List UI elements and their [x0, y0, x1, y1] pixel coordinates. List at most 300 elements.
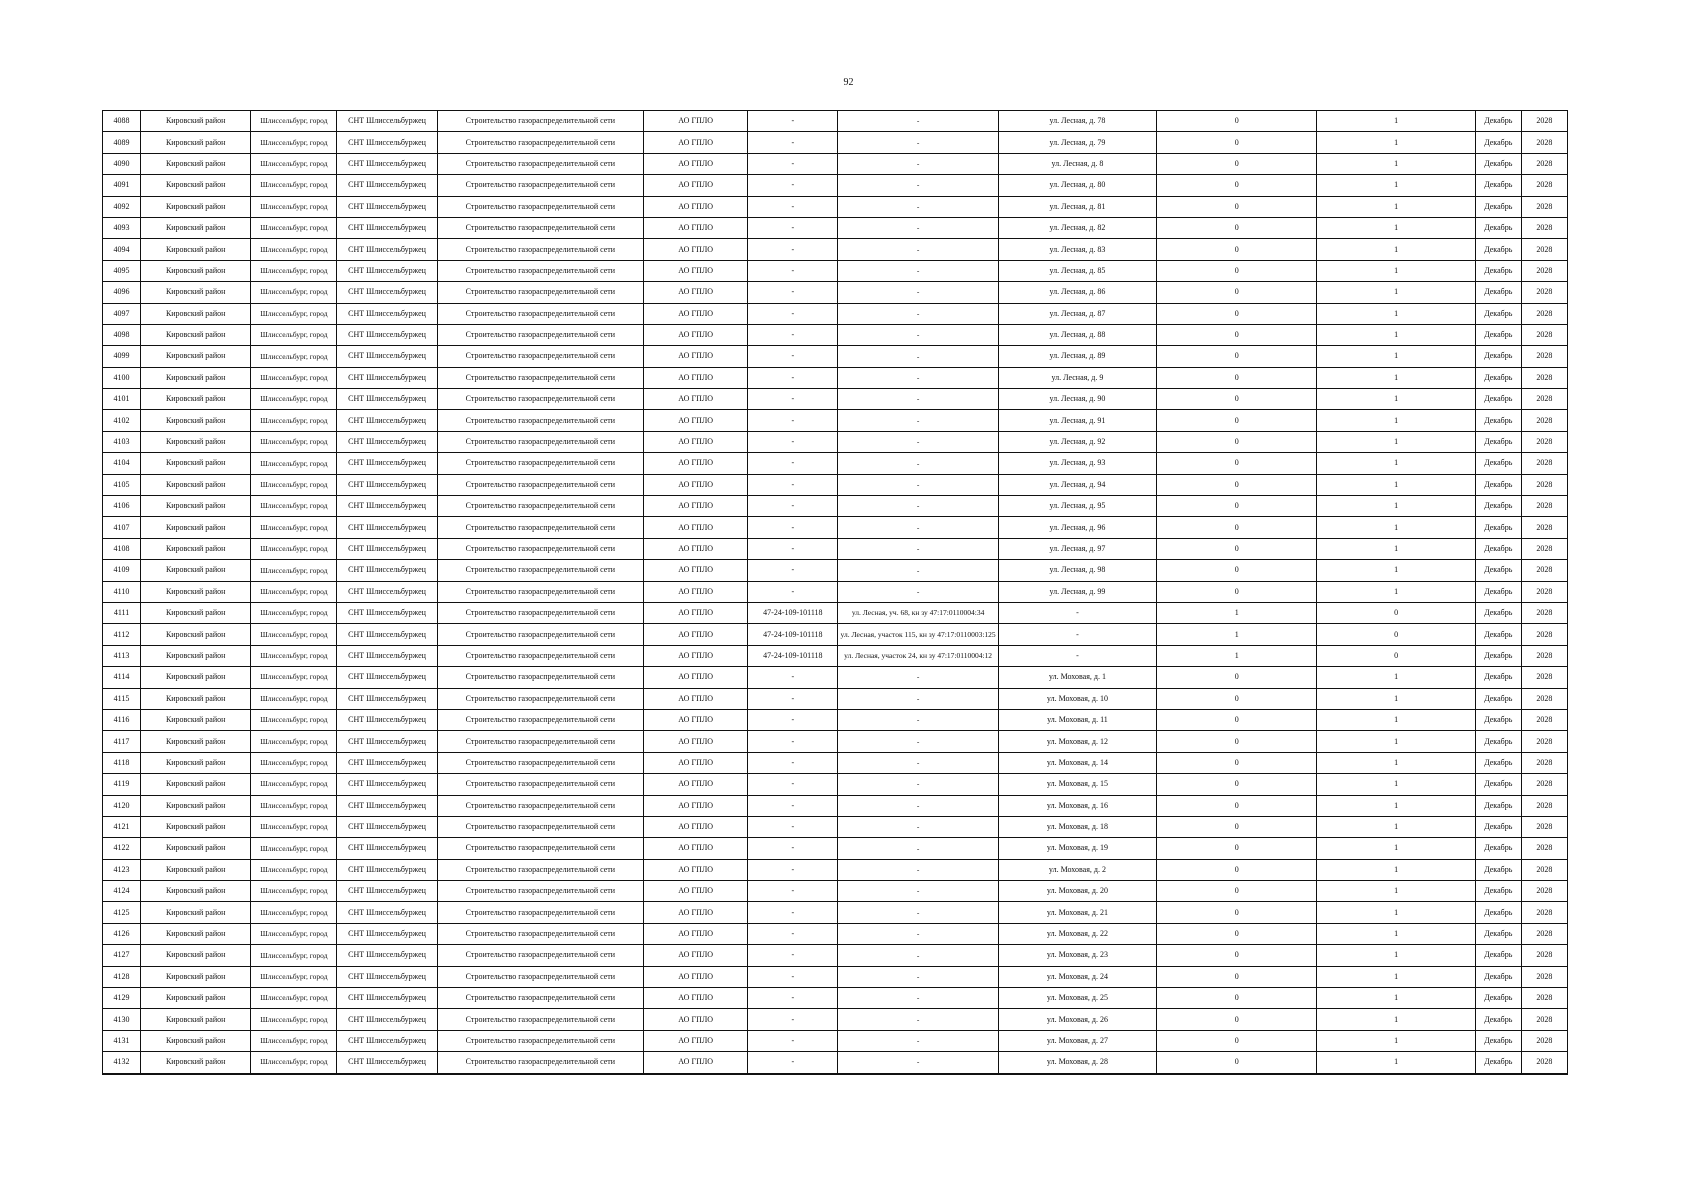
count-plots-cell: 0 [1157, 496, 1317, 517]
work-type-cell: Строительство газораспределительной сети [437, 988, 643, 1009]
work-type-cell: Строительство газораспределительной сети [437, 303, 643, 324]
year-cell: 2028 [1521, 453, 1567, 474]
plot-address-cell: - [838, 175, 998, 196]
cadastral-quarter-cell: - [748, 1030, 838, 1051]
count-plots-cell: 0 [1157, 816, 1317, 837]
district-cell: Кировский район [141, 453, 251, 474]
table-row [103, 239, 1568, 260]
row-number: 4095 [103, 260, 141, 281]
plot-address-cell: - [838, 581, 998, 602]
organization-cell: АО ГПЛО [644, 988, 748, 1009]
month-cell: Декабрь [1475, 217, 1521, 238]
row-number: 4116 [103, 709, 141, 730]
settlement-cell: Шлиссельбург, город [251, 517, 337, 538]
organization-cell: АО ГПЛО [644, 645, 748, 666]
snt-cell: СНТ Шлиссельбуржец [337, 346, 437, 367]
work-type-cell: Строительство газораспределительной сети [437, 645, 643, 666]
house-address-cell: ул. Моховая, д. 2 [998, 859, 1156, 880]
house-address-cell: ул. Моховая, д. 23 [998, 945, 1156, 966]
plot-address-cell: - [838, 709, 998, 730]
table-row [103, 881, 1568, 902]
year-cell: 2028 [1521, 132, 1567, 153]
snt-cell: СНТ Шлиссельбуржец [337, 1009, 437, 1030]
settlement-cell: Шлиссельбург, город [251, 153, 337, 174]
count-houses-cell: 1 [1317, 282, 1475, 303]
district-cell: Кировский район [141, 838, 251, 859]
cadastral-quarter-cell: - [748, 795, 838, 816]
work-type-cell: Строительство газораспределительной сети [437, 1030, 643, 1051]
organization-cell: АО ГПЛО [644, 709, 748, 730]
snt-cell: СНТ Шлиссельбуржец [337, 453, 437, 474]
organization-cell: АО ГПЛО [644, 496, 748, 517]
year-cell: 2028 [1521, 1009, 1567, 1030]
year-cell: 2028 [1521, 581, 1567, 602]
month-cell: Декабрь [1475, 602, 1521, 623]
row-number: 4120 [103, 795, 141, 816]
year-cell: 2028 [1521, 645, 1567, 666]
count-houses-cell: 0 [1317, 602, 1475, 623]
count-houses-cell: 1 [1317, 902, 1475, 923]
table-row [103, 132, 1568, 153]
table-row [103, 988, 1568, 1009]
year-cell: 2028 [1521, 196, 1567, 217]
count-houses-cell: 1 [1317, 838, 1475, 859]
organization-cell: АО ГПЛО [644, 731, 748, 752]
settlement-cell: Шлиссельбург, город [251, 945, 337, 966]
row-number: 4107 [103, 517, 141, 538]
year-cell: 2028 [1521, 1030, 1567, 1051]
plot-address-cell: - [838, 1052, 998, 1073]
row-number: 4128 [103, 966, 141, 987]
count-plots-cell: 0 [1157, 431, 1317, 452]
work-type-cell: Строительство газораспределительной сети [437, 838, 643, 859]
row-number: 4132 [103, 1052, 141, 1073]
table-row [103, 667, 1568, 688]
count-houses-cell: 1 [1317, 303, 1475, 324]
cadastral-quarter-cell: 47-24-109-101118 [748, 602, 838, 623]
table-row [103, 752, 1568, 773]
table-row [103, 367, 1568, 388]
house-address-cell: ул. Моховая, д. 1 [998, 667, 1156, 688]
district-cell: Кировский район [141, 431, 251, 452]
work-type-cell: Строительство газораспределительной сети [437, 196, 643, 217]
table-row [103, 731, 1568, 752]
row-number: 4131 [103, 1030, 141, 1051]
cadastral-quarter-cell: - [748, 196, 838, 217]
count-plots-cell: 0 [1157, 560, 1317, 581]
table-row [103, 111, 1568, 132]
work-type-cell: Строительство газораспределительной сети [437, 260, 643, 281]
plot-address-cell: - [838, 881, 998, 902]
district-cell: Кировский район [141, 217, 251, 238]
settlement-cell: Шлиссельбург, город [251, 731, 337, 752]
settlement-cell: Шлиссельбург, город [251, 538, 337, 559]
district-cell: Кировский район [141, 474, 251, 495]
work-type-cell: Строительство газораспределительной сети [437, 966, 643, 987]
snt-cell: СНТ Шлиссельбуржец [337, 389, 437, 410]
snt-cell: СНТ Шлиссельбуржец [337, 196, 437, 217]
organization-cell: АО ГПЛО [644, 602, 748, 623]
plot-address-cell: - [838, 239, 998, 260]
year-cell: 2028 [1521, 1052, 1567, 1073]
month-cell: Декабрь [1475, 795, 1521, 816]
house-address-cell: ул. Моховая, д. 25 [998, 988, 1156, 1009]
district-cell: Кировский район [141, 902, 251, 923]
work-type-cell: Строительство газораспределительной сети [437, 175, 643, 196]
count-houses-cell: 0 [1317, 645, 1475, 666]
snt-cell: СНТ Шлиссельбуржец [337, 774, 437, 795]
month-cell: Декабрь [1475, 282, 1521, 303]
month-cell: Декабрь [1475, 816, 1521, 837]
work-type-cell: Строительство газораспределительной сети [437, 709, 643, 730]
table-row [103, 1030, 1568, 1051]
count-houses-cell: 1 [1317, 474, 1475, 495]
count-plots-cell: 0 [1157, 881, 1317, 902]
year-cell: 2028 [1521, 239, 1567, 260]
cadastral-quarter-cell: - [748, 453, 838, 474]
month-cell: Декабрь [1475, 367, 1521, 388]
cadastral-quarter-cell: - [748, 175, 838, 196]
snt-cell: СНТ Шлиссельбуржец [337, 881, 437, 902]
snt-cell: СНТ Шлиссельбуржец [337, 431, 437, 452]
row-number: 4119 [103, 774, 141, 795]
house-address-cell: ул. Лесная, д. 96 [998, 517, 1156, 538]
organization-cell: АО ГПЛО [644, 795, 748, 816]
year-cell: 2028 [1521, 988, 1567, 1009]
settlement-cell: Шлиссельбург, город [251, 688, 337, 709]
row-number: 4091 [103, 175, 141, 196]
row-number: 4098 [103, 324, 141, 345]
count-plots-cell: 0 [1157, 581, 1317, 602]
house-address-cell: ул. Лесная, д. 98 [998, 560, 1156, 581]
year-cell: 2028 [1521, 838, 1567, 859]
work-type-cell: Строительство газораспределительной сети [437, 239, 643, 260]
cadastral-quarter-cell: - [748, 389, 838, 410]
count-houses-cell: 1 [1317, 196, 1475, 217]
house-address-cell: ул. Лесная, д. 87 [998, 303, 1156, 324]
count-plots-cell: 0 [1157, 111, 1317, 132]
month-cell: Декабрь [1475, 688, 1521, 709]
table-row [103, 795, 1568, 816]
month-cell: Декабрь [1475, 923, 1521, 944]
settlement-cell: Шлиссельбург, город [251, 602, 337, 623]
work-type-cell: Строительство газораспределительной сети [437, 324, 643, 345]
table-row [103, 153, 1568, 174]
district-cell: Кировский район [141, 389, 251, 410]
organization-cell: АО ГПЛО [644, 324, 748, 345]
plot-address-cell: - [838, 859, 998, 880]
table-row [103, 838, 1568, 859]
settlement-cell: Шлиссельбург, город [251, 431, 337, 452]
cadastral-quarter-cell: - [748, 923, 838, 944]
year-cell: 2028 [1521, 260, 1567, 281]
row-number: 4127 [103, 945, 141, 966]
plot-address-cell: - [838, 667, 998, 688]
row-number: 4105 [103, 474, 141, 495]
cadastral-quarter-cell: - [748, 774, 838, 795]
count-plots-cell: 0 [1157, 367, 1317, 388]
district-cell: Кировский район [141, 923, 251, 944]
row-number: 4118 [103, 752, 141, 773]
month-cell: Декабрь [1475, 538, 1521, 559]
table-row [103, 688, 1568, 709]
work-type-cell: Строительство газораспределительной сети [437, 217, 643, 238]
row-number: 4104 [103, 453, 141, 474]
table-row [103, 945, 1568, 966]
house-address-cell: ул. Лесная, д. 95 [998, 496, 1156, 517]
district-cell: Кировский район [141, 602, 251, 623]
district-cell: Кировский район [141, 709, 251, 730]
month-cell: Декабрь [1475, 239, 1521, 260]
table-row [103, 517, 1568, 538]
work-type-cell: Строительство газораспределительной сети [437, 752, 643, 773]
count-houses-cell: 1 [1317, 774, 1475, 795]
snt-cell: СНТ Шлиссельбуржец [337, 111, 437, 132]
year-cell: 2028 [1521, 859, 1567, 880]
district-cell: Кировский район [141, 731, 251, 752]
organization-cell: АО ГПЛО [644, 175, 748, 196]
settlement-cell: Шлиссельбург, город [251, 260, 337, 281]
page-number: 92 [843, 77, 854, 88]
month-cell: Декабрь [1475, 496, 1521, 517]
count-plots-cell: 0 [1157, 132, 1317, 153]
snt-cell: СНТ Шлиссельбуржец [337, 902, 437, 923]
row-number: 4112 [103, 624, 141, 645]
year-cell: 2028 [1521, 816, 1567, 837]
district-cell: Кировский район [141, 517, 251, 538]
district-cell: Кировский район [141, 239, 251, 260]
district-cell: Кировский район [141, 1009, 251, 1030]
organization-cell: АО ГПЛО [644, 1030, 748, 1051]
row-number: 4088 [103, 111, 141, 132]
settlement-cell: Шлиссельбург, город [251, 239, 337, 260]
snt-cell: СНТ Шлиссельбуржец [337, 260, 437, 281]
snt-cell: СНТ Шлиссельбуржец [337, 560, 437, 581]
table-row [103, 496, 1568, 517]
count-plots-cell: 0 [1157, 217, 1317, 238]
table-row [103, 175, 1568, 196]
plot-address-cell: - [838, 217, 998, 238]
count-houses-cell: 1 [1317, 410, 1475, 431]
plot-address-cell: - [838, 517, 998, 538]
snt-cell: СНТ Шлиссельбуржец [337, 367, 437, 388]
house-address-cell: ул. Лесная, д. 97 [998, 538, 1156, 559]
plot-address-cell: - [838, 966, 998, 987]
district-cell: Кировский район [141, 645, 251, 666]
count-houses-cell: 1 [1317, 111, 1475, 132]
plot-address-cell: - [838, 774, 998, 795]
district-cell: Кировский район [141, 624, 251, 645]
year-cell: 2028 [1521, 966, 1567, 987]
table-row [103, 645, 1568, 666]
snt-cell: СНТ Шлиссельбуржец [337, 859, 437, 880]
plot-address-cell: - [838, 282, 998, 303]
house-address-cell: ул. Моховая, д. 16 [998, 795, 1156, 816]
plot-address-cell: ул. Лесная, уч. 68, кн зу 47:17:0110004:34 [838, 602, 998, 623]
district-cell: Кировский район [141, 282, 251, 303]
count-plots-cell: 0 [1157, 153, 1317, 174]
count-plots-cell: 0 [1157, 795, 1317, 816]
organization-cell: АО ГПЛО [644, 111, 748, 132]
district-cell: Кировский район [141, 175, 251, 196]
plot-address-cell: - [838, 1030, 998, 1051]
district-cell: Кировский район [141, 1030, 251, 1051]
work-type-cell: Строительство газораспределительной сети [437, 581, 643, 602]
snt-cell: СНТ Шлиссельбуржец [337, 645, 437, 666]
month-cell: Декабрь [1475, 260, 1521, 281]
work-type-cell: Строительство газораспределительной сети [437, 367, 643, 388]
organization-cell: АО ГПЛО [644, 881, 748, 902]
snt-cell: СНТ Шлиссельбуржец [337, 517, 437, 538]
year-cell: 2028 [1521, 923, 1567, 944]
organization-cell: АО ГПЛО [644, 774, 748, 795]
snt-cell: СНТ Шлиссельбуржец [337, 282, 437, 303]
year-cell: 2028 [1521, 602, 1567, 623]
organization-cell: АО ГПЛО [644, 410, 748, 431]
count-plots-cell: 0 [1157, 389, 1317, 410]
row-number: 4126 [103, 923, 141, 944]
plot-address-cell: - [838, 431, 998, 452]
house-address-cell: - [998, 602, 1156, 623]
settlement-cell: Шлиссельбург, город [251, 902, 337, 923]
district-cell: Кировский район [141, 881, 251, 902]
district-cell: Кировский район [141, 367, 251, 388]
district-cell: Кировский район [141, 153, 251, 174]
count-plots-cell: 0 [1157, 239, 1317, 260]
settlement-cell: Шлиссельбург, город [251, 774, 337, 795]
month-cell: Декабрь [1475, 153, 1521, 174]
work-type-cell: Строительство газораспределительной сети [437, 346, 643, 367]
snt-cell: СНТ Шлиссельбуржец [337, 945, 437, 966]
district-cell: Кировский район [141, 795, 251, 816]
house-address-cell: ул. Моховая, д. 19 [998, 838, 1156, 859]
count-houses-cell: 1 [1317, 132, 1475, 153]
house-address-cell: ул. Лесная, д. 80 [998, 175, 1156, 196]
table-row [103, 1052, 1568, 1073]
settlement-cell: Шлиссельбург, город [251, 132, 337, 153]
month-cell: Декабрь [1475, 132, 1521, 153]
month-cell: Декабрь [1475, 881, 1521, 902]
settlement-cell: Шлиссельбург, город [251, 624, 337, 645]
count-plots-cell: 1 [1157, 624, 1317, 645]
cadastral-quarter-cell: 47-24-109-101118 [748, 645, 838, 666]
district-cell: Кировский район [141, 667, 251, 688]
work-type-cell: Строительство газораспределительной сети [437, 602, 643, 623]
plot-address-cell: - [838, 538, 998, 559]
year-cell: 2028 [1521, 795, 1567, 816]
table-row [103, 581, 1568, 602]
settlement-cell: Шлиссельбург, город [251, 881, 337, 902]
organization-cell: АО ГПЛО [644, 153, 748, 174]
organization-cell: АО ГПЛО [644, 816, 748, 837]
work-type-cell: Строительство газораспределительной сети [437, 153, 643, 174]
count-houses-cell: 1 [1317, 881, 1475, 902]
district-cell: Кировский район [141, 859, 251, 880]
settlement-cell: Шлиссельбург, город [251, 196, 337, 217]
plot-address-cell: - [838, 196, 998, 217]
organization-cell: АО ГПЛО [644, 260, 748, 281]
cadastral-quarter-cell: - [748, 410, 838, 431]
row-number: 4089 [103, 132, 141, 153]
row-number: 4100 [103, 367, 141, 388]
row-number: 4099 [103, 346, 141, 367]
snt-cell: СНТ Шлиссельбуржец [337, 624, 437, 645]
house-address-cell: ул. Лесная, д. 82 [998, 217, 1156, 238]
count-plots-cell: 0 [1157, 538, 1317, 559]
cadastral-quarter-cell: - [748, 496, 838, 517]
year-cell: 2028 [1521, 474, 1567, 495]
count-plots-cell: 1 [1157, 602, 1317, 623]
cadastral-quarter-cell: - [748, 538, 838, 559]
organization-cell: АО ГПЛО [644, 752, 748, 773]
settlement-cell: Шлиссельбург, город [251, 581, 337, 602]
year-cell: 2028 [1521, 517, 1567, 538]
organization-cell: АО ГПЛО [644, 966, 748, 987]
house-address-cell: ул. Лесная, д. 9 [998, 367, 1156, 388]
table-row [103, 389, 1568, 410]
settlement-cell: Шлиссельбург, город [251, 560, 337, 581]
work-type-cell: Строительство газораспределительной сети [437, 816, 643, 837]
settlement-cell: Шлиссельбург, город [251, 282, 337, 303]
work-type-cell: Строительство газораспределительной сети [437, 881, 643, 902]
row-number: 4096 [103, 282, 141, 303]
house-address-cell: ул. Моховая, д. 28 [998, 1052, 1156, 1073]
cadastral-quarter-cell: - [748, 988, 838, 1009]
cadastral-quarter-cell: - [748, 709, 838, 730]
snt-cell: СНТ Шлиссельбуржец [337, 752, 437, 773]
table-row [103, 196, 1568, 217]
count-plots-cell: 0 [1157, 859, 1317, 880]
count-houses-cell: 1 [1317, 560, 1475, 581]
count-houses-cell: 1 [1317, 153, 1475, 174]
snt-cell: СНТ Шлиссельбуржец [337, 966, 437, 987]
year-cell: 2028 [1521, 902, 1567, 923]
district-cell: Кировский район [141, 538, 251, 559]
work-type-cell: Строительство газораспределительной сети [437, 431, 643, 452]
house-address-cell: ул. Моховая, д. 18 [998, 816, 1156, 837]
year-cell: 2028 [1521, 688, 1567, 709]
snt-cell: СНТ Шлиссельбуржец [337, 175, 437, 196]
year-cell: 2028 [1521, 538, 1567, 559]
plot-address-cell: - [838, 324, 998, 345]
count-houses-cell: 1 [1317, 581, 1475, 602]
settlement-cell: Шлиссельбург, город [251, 324, 337, 345]
settlement-cell: Шлиссельбург, город [251, 816, 337, 837]
cadastral-quarter-cell: - [748, 239, 838, 260]
snt-cell: СНТ Шлиссельбуржец [337, 602, 437, 623]
count-plots-cell: 0 [1157, 410, 1317, 431]
year-cell: 2028 [1521, 282, 1567, 303]
work-type-cell: Строительство газораспределительной сети [437, 410, 643, 431]
settlement-cell: Шлиссельбург, город [251, 859, 337, 880]
table-row [103, 538, 1568, 559]
count-plots-cell: 0 [1157, 474, 1317, 495]
table-row [103, 560, 1568, 581]
row-number: 4129 [103, 988, 141, 1009]
month-cell: Декабрь [1475, 1030, 1521, 1051]
table-body [103, 111, 1568, 1074]
snt-cell: СНТ Шлиссельбуржец [337, 667, 437, 688]
year-cell: 2028 [1521, 774, 1567, 795]
organization-cell: АО ГПЛО [644, 346, 748, 367]
house-address-cell: ул. Моховая, д. 26 [998, 1009, 1156, 1030]
row-number: 4110 [103, 581, 141, 602]
snt-cell: СНТ Шлиссельбуржец [337, 1052, 437, 1073]
month-cell: Декабрь [1475, 752, 1521, 773]
year-cell: 2028 [1521, 752, 1567, 773]
organization-cell: АО ГПЛО [644, 196, 748, 217]
plot-address-cell: - [838, 988, 998, 1009]
